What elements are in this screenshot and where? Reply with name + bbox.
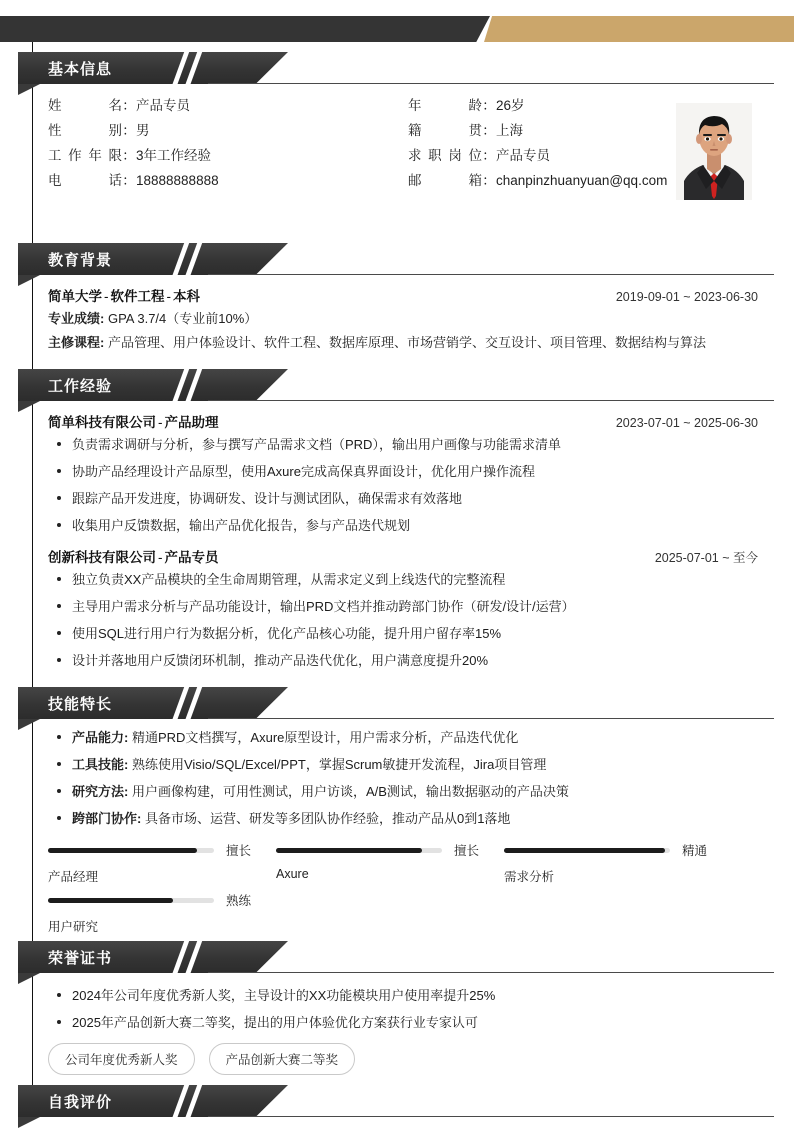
skill-bar-line [276,841,504,859]
info-value: 18888888888 [136,173,219,188]
skill-bar-level: 精通 [682,844,708,858]
skill-label: 工具技能: [72,757,129,772]
skills-list [48,729,774,827]
work-title: 简单科技有限公司 - 产品助理 [48,415,219,430]
section-basic-info [0,52,794,188]
info-value: 产品专员 [496,148,550,163]
info-colon: ： [122,148,136,163]
skill-bar-level: 熟练 [226,894,252,908]
skill-bar-track [276,848,442,853]
list-item: 使用SQL进行用户行为数据分析，优化产品核心功能，提升用户留存率15% [48,625,774,642]
courses-value: 产品管理、用户体验设计、软件工程、数据库原理、市场营销学、交互设计、项目管理、数据结构与算法 [107,335,706,350]
honors-list [48,987,774,1031]
banner-gold-stripe [484,16,794,42]
skill-bar-level: 擅长 [454,844,480,858]
section-title: 技能特长 [48,696,113,713]
info-field-experience [48,144,408,164]
skill-label: 产品能力: [72,730,129,745]
left-vertical-rule [32,42,33,1093]
skill-bar-name: 产品经理 [48,870,99,884]
info-field-phone [48,169,408,189]
skill-bar-group [48,837,774,934]
section-tab-foot [18,401,40,412]
section-tab-foot [18,973,40,984]
section-header-basic-info [18,52,288,84]
info-colon: ： [122,123,136,138]
section-header-self-evaluation [18,1085,288,1117]
honor-tag-group [48,1043,774,1075]
info-label: 工 作 年 限 [48,148,122,163]
gpa-value: GPA 3.7/4（专业前10%） [107,311,258,326]
info-field-email [408,169,688,189]
skill-text: 具备市场、运营、研发等多团队协作经验，推动产品从0到1落地 [144,811,511,826]
info-label: 求 职 岗 位 [408,148,482,163]
degree-name: 本科 [173,289,200,304]
banner-dark-stripe [0,16,490,42]
skill-bar-level: 擅长 [226,844,252,858]
info-colon: ： [482,123,496,138]
section-header-honors [18,941,288,973]
info-field-name [48,94,408,114]
list-item: 协助产品经理设计产品原型，使用Axure完成高保真界面设计，优化用户操作流程 [48,463,774,480]
education-gpa-line [48,310,774,328]
work-date: 2023-07-01 ~ 2025-06-30 [615,416,758,430]
skill-bar-line [48,841,276,859]
job-role: 产品专员 [164,550,219,565]
info-colon: ： [122,98,136,113]
school-name: 简单大学 [48,289,102,304]
skill-text: 精通PRD文档撰写，Axure原型设计，用户需求分析，产品迭代优化 [131,730,519,745]
list-item: 跟踪产品开发进度，协调研发、设计与测试团队，确保需求有效落地 [48,490,774,507]
info-value: 上海 [496,123,523,138]
info-row [48,119,688,143]
work-entry [48,546,774,669]
basic-info-grid [48,94,688,193]
section-title: 教育背景 [48,252,113,269]
skill-bar-name: 用户研究 [48,920,99,934]
info-row [48,94,688,118]
skill-label: 跨部门协作: [72,811,142,826]
work-entry-header [48,546,758,566]
section-header-education [18,243,288,275]
work-title: 创新科技有限公司 - 产品专员 [48,550,219,565]
info-field-age [408,94,688,114]
section-title: 荣誉证书 [48,950,113,967]
section-underline [208,400,774,401]
section-skills [0,687,794,934]
honor-tag[interactable]: 产品创新大赛二等奖 [209,1043,356,1075]
section-education [0,243,794,350]
info-field-position [408,144,688,164]
education-body [48,285,774,358]
info-colon: ： [122,173,136,188]
company-name: 创新科技有限公司 [48,550,156,565]
list-item: 设计并落地用户反馈闭环机制，推动产品迭代优化，用户满意度提升20% [48,652,774,669]
list-item [48,756,774,773]
skill-bar-fill [48,898,173,903]
info-row [48,144,688,168]
section-underline [208,718,774,719]
section-title: 自我评价 [48,1094,113,1111]
info-colon: ： [482,173,496,188]
list-item: 2024年公司年度优秀新人奖，主导设计的XX功能模块用户使用率提升25% [48,987,774,1004]
skill-bar-item [48,891,276,935]
avatar-portrait-icon [676,103,752,200]
company-name: 简单科技有限公司 [48,415,156,430]
skill-bar-item [48,841,276,885]
info-row [48,169,688,193]
honor-tag[interactable]: 公司年度优秀新人奖 [48,1043,195,1075]
work-duty-list [48,436,774,534]
education-courses-line [48,334,774,352]
skill-bar-fill [504,848,665,853]
section-underline [208,274,774,275]
section-underline [208,83,774,84]
skill-bar-item [504,841,732,885]
skill-text: 用户画像构建，可用性测试，用户访谈，A/B测试，输出数据驱动的产品决策 [131,784,569,799]
info-value: 男 [136,123,150,138]
skill-text: 熟练使用Visio/SQL/Excel/PPT，掌握Scrum敏捷开发流程，Jira项目管理 [131,757,547,772]
list-item [48,729,774,746]
skill-bar-item [276,841,504,881]
gpa-label: 专业成绩: [48,311,105,326]
section-title: 工作经验 [48,378,113,395]
section-tab-foot [18,84,40,95]
skill-bar-line [48,891,276,909]
skill-bar-track [48,848,214,853]
basic-info-body [48,94,774,194]
info-label: 邮 箱 [408,173,482,188]
list-item [48,783,774,800]
skill-bar-line [504,841,732,859]
honors-body [48,987,774,1075]
info-label: 性 别 [48,123,122,138]
section-tab-foot [18,719,40,730]
section-title: 基本信息 [48,61,113,78]
list-item: 独立负责XX产品模块的全生命周期管理，从需求定义到上线迭代的完整流程 [48,571,774,588]
skill-bar-fill [276,848,422,853]
work-duty-list [48,571,774,669]
work-body [48,411,774,679]
info-label: 年 龄 [408,98,482,113]
section-work-experience [0,369,794,668]
info-label: 电 话 [48,173,122,188]
info-label: 姓 名 [48,98,122,113]
section-underline [208,972,774,973]
skill-label: 研究方法: [72,784,129,799]
list-item: 收集用户反馈数据，输出产品优化报告，参与产品迭代规划 [48,517,774,534]
list-item: 负责需求调研与分析，参与撰写产品需求文档（PRD），输出用户画像与功能需求清单 [48,436,774,453]
work-entry [48,411,774,534]
skill-bar-fill [48,848,197,853]
education-date: 2019-09-01 ~ 2023-06-30 [615,290,758,304]
info-colon: ： [482,98,496,113]
skills-body [48,729,774,934]
list-item [48,810,774,827]
work-entry-header [48,411,758,431]
section-underline [208,1116,774,1117]
section-header-work [18,369,288,401]
skill-bar-track [48,898,214,903]
info-label: 籍 贯 [408,123,482,138]
section-header-skills [18,687,288,719]
major-name: 软件工程 [110,289,165,304]
list-item: 主导用户需求分析与产品功能设计，输出PRD文档并推动跨部门协作（研发/设计/运营） [48,598,774,615]
courses-label: 主修课程: [48,335,105,350]
info-value: 3年工作经验 [136,148,212,163]
work-date: 2025-07-01 ~ 至今 [654,551,758,565]
section-honors [0,941,794,1067]
education-title: 简单大学 - 软件工程 - 本科 [48,289,200,304]
info-colon: ： [482,148,496,163]
info-value: 产品专员 [136,98,190,113]
info-field-hometown [408,119,688,139]
section-self-evaluation [0,1085,794,1117]
section-tab-foot [18,275,40,286]
info-value: 26岁 [496,98,525,113]
skill-bar-name: 需求分析 [504,870,555,884]
info-value: chanpinzhuanyuan@qq.com [496,173,668,188]
profile-photo [676,103,752,200]
job-role: 产品助理 [164,415,219,430]
skill-bar-name: Axure [276,867,309,881]
top-banner [0,16,794,42]
education-entry-header [48,285,758,305]
list-item: 2025年产品创新大赛二等奖，提出的用户体验优化方案获行业专家认可 [48,1014,774,1031]
skill-bar-track [504,848,670,853]
info-field-gender [48,119,408,139]
